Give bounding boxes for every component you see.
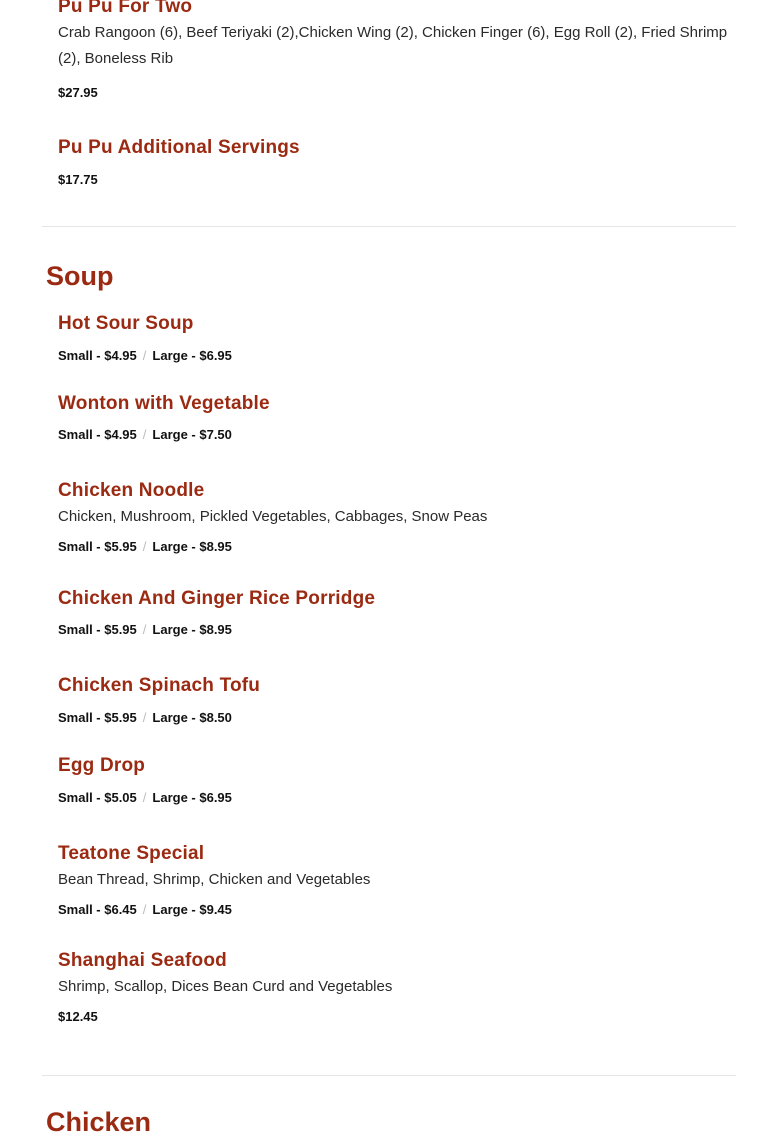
price-small: Small - $6.45 <box>58 902 137 917</box>
menu-item-price <box>58 426 738 444</box>
menu-item-price <box>58 901 738 919</box>
price-separator: / <box>142 622 147 637</box>
menu-item-description: Crab Rangoon (6), Beef Teriyaki (2),Chicken Wing (2), Chicken Finger (6), Egg Roll (2), Fried Shrimp (2), Boneless Rib <box>58 24 728 67</box>
menu-item-name: Pu Pu Additional Servings <box>58 137 300 158</box>
menu-item-name: Chicken Noodle <box>58 480 205 501</box>
price-small: Small - $5.95 <box>58 622 137 637</box>
menu-item-price: $17.75 <box>58 172 98 187</box>
price-small: Small - $5.95 <box>58 710 137 725</box>
menu-item-price: $27.95 <box>58 85 98 100</box>
price-large: Large - $8.95 <box>152 539 232 554</box>
menu-item <box>58 137 738 189</box>
menu-item <box>58 0 738 102</box>
menu-item-name: Wonton with Vegetable <box>58 393 270 414</box>
menu-item-name: Chicken Spinach Tofu <box>58 675 261 696</box>
price-large: Large - $7.50 <box>152 427 232 442</box>
price-small: Small - $5.05 <box>58 790 137 805</box>
price-large: Large - $9.45 <box>152 902 232 917</box>
menu-item <box>58 588 738 639</box>
menu-item <box>58 755 738 807</box>
menu-item-name: Chicken And Ginger Rice Porridge <box>58 588 376 609</box>
menu-item-name: Teatone Special <box>58 843 205 864</box>
menu-item <box>58 393 738 444</box>
menu-item-description: Chicken, Mushroom, Pickled Vegetables, Cabbages, Snow Peas <box>58 508 488 525</box>
menu-item <box>58 480 738 556</box>
menu-item-price <box>58 347 738 365</box>
menu-item-name: Shanghai Seafood <box>58 950 227 971</box>
section-title-chicken: Chicken <box>46 1107 152 1137</box>
menu-item-price <box>58 538 738 556</box>
price-separator: / <box>142 348 147 363</box>
price-large: Large - $6.95 <box>152 348 232 363</box>
menu-item <box>58 313 738 365</box>
price-large: Large - $6.95 <box>152 790 232 805</box>
price-separator: / <box>142 710 147 725</box>
menu-item-name: Egg Drop <box>58 755 146 776</box>
menu-item <box>58 675 738 727</box>
menu-item-price <box>58 709 738 727</box>
section-divider <box>42 1075 736 1076</box>
menu-item <box>58 950 738 1026</box>
price-large: Large - $8.50 <box>152 710 232 725</box>
menu-item <box>58 843 738 919</box>
menu-item-name: Hot Sour Soup <box>58 313 194 334</box>
price-small: Small - $4.95 <box>58 348 137 363</box>
price-separator: / <box>142 790 147 805</box>
price-large: Large - $8.95 <box>152 622 232 637</box>
price-separator: / <box>142 427 147 442</box>
menu-item-name: Pu Pu For Two <box>58 0 193 17</box>
menu-item-description: Shrimp, Scallop, Dices Bean Curd and Vegetables <box>58 978 393 995</box>
menu-item-price <box>58 789 738 807</box>
menu-item-price: $12.45 <box>58 1009 98 1024</box>
price-small: Small - $5.95 <box>58 539 137 554</box>
menu-item-price <box>58 621 738 639</box>
section-divider <box>42 226 736 227</box>
section-title-soup: Soup <box>46 261 114 291</box>
price-separator: / <box>142 902 147 917</box>
price-small: Small - $4.95 <box>58 427 137 442</box>
menu-item-description: Bean Thread, Shrimp, Chicken and Vegetables <box>58 871 371 888</box>
price-separator: / <box>142 539 147 554</box>
